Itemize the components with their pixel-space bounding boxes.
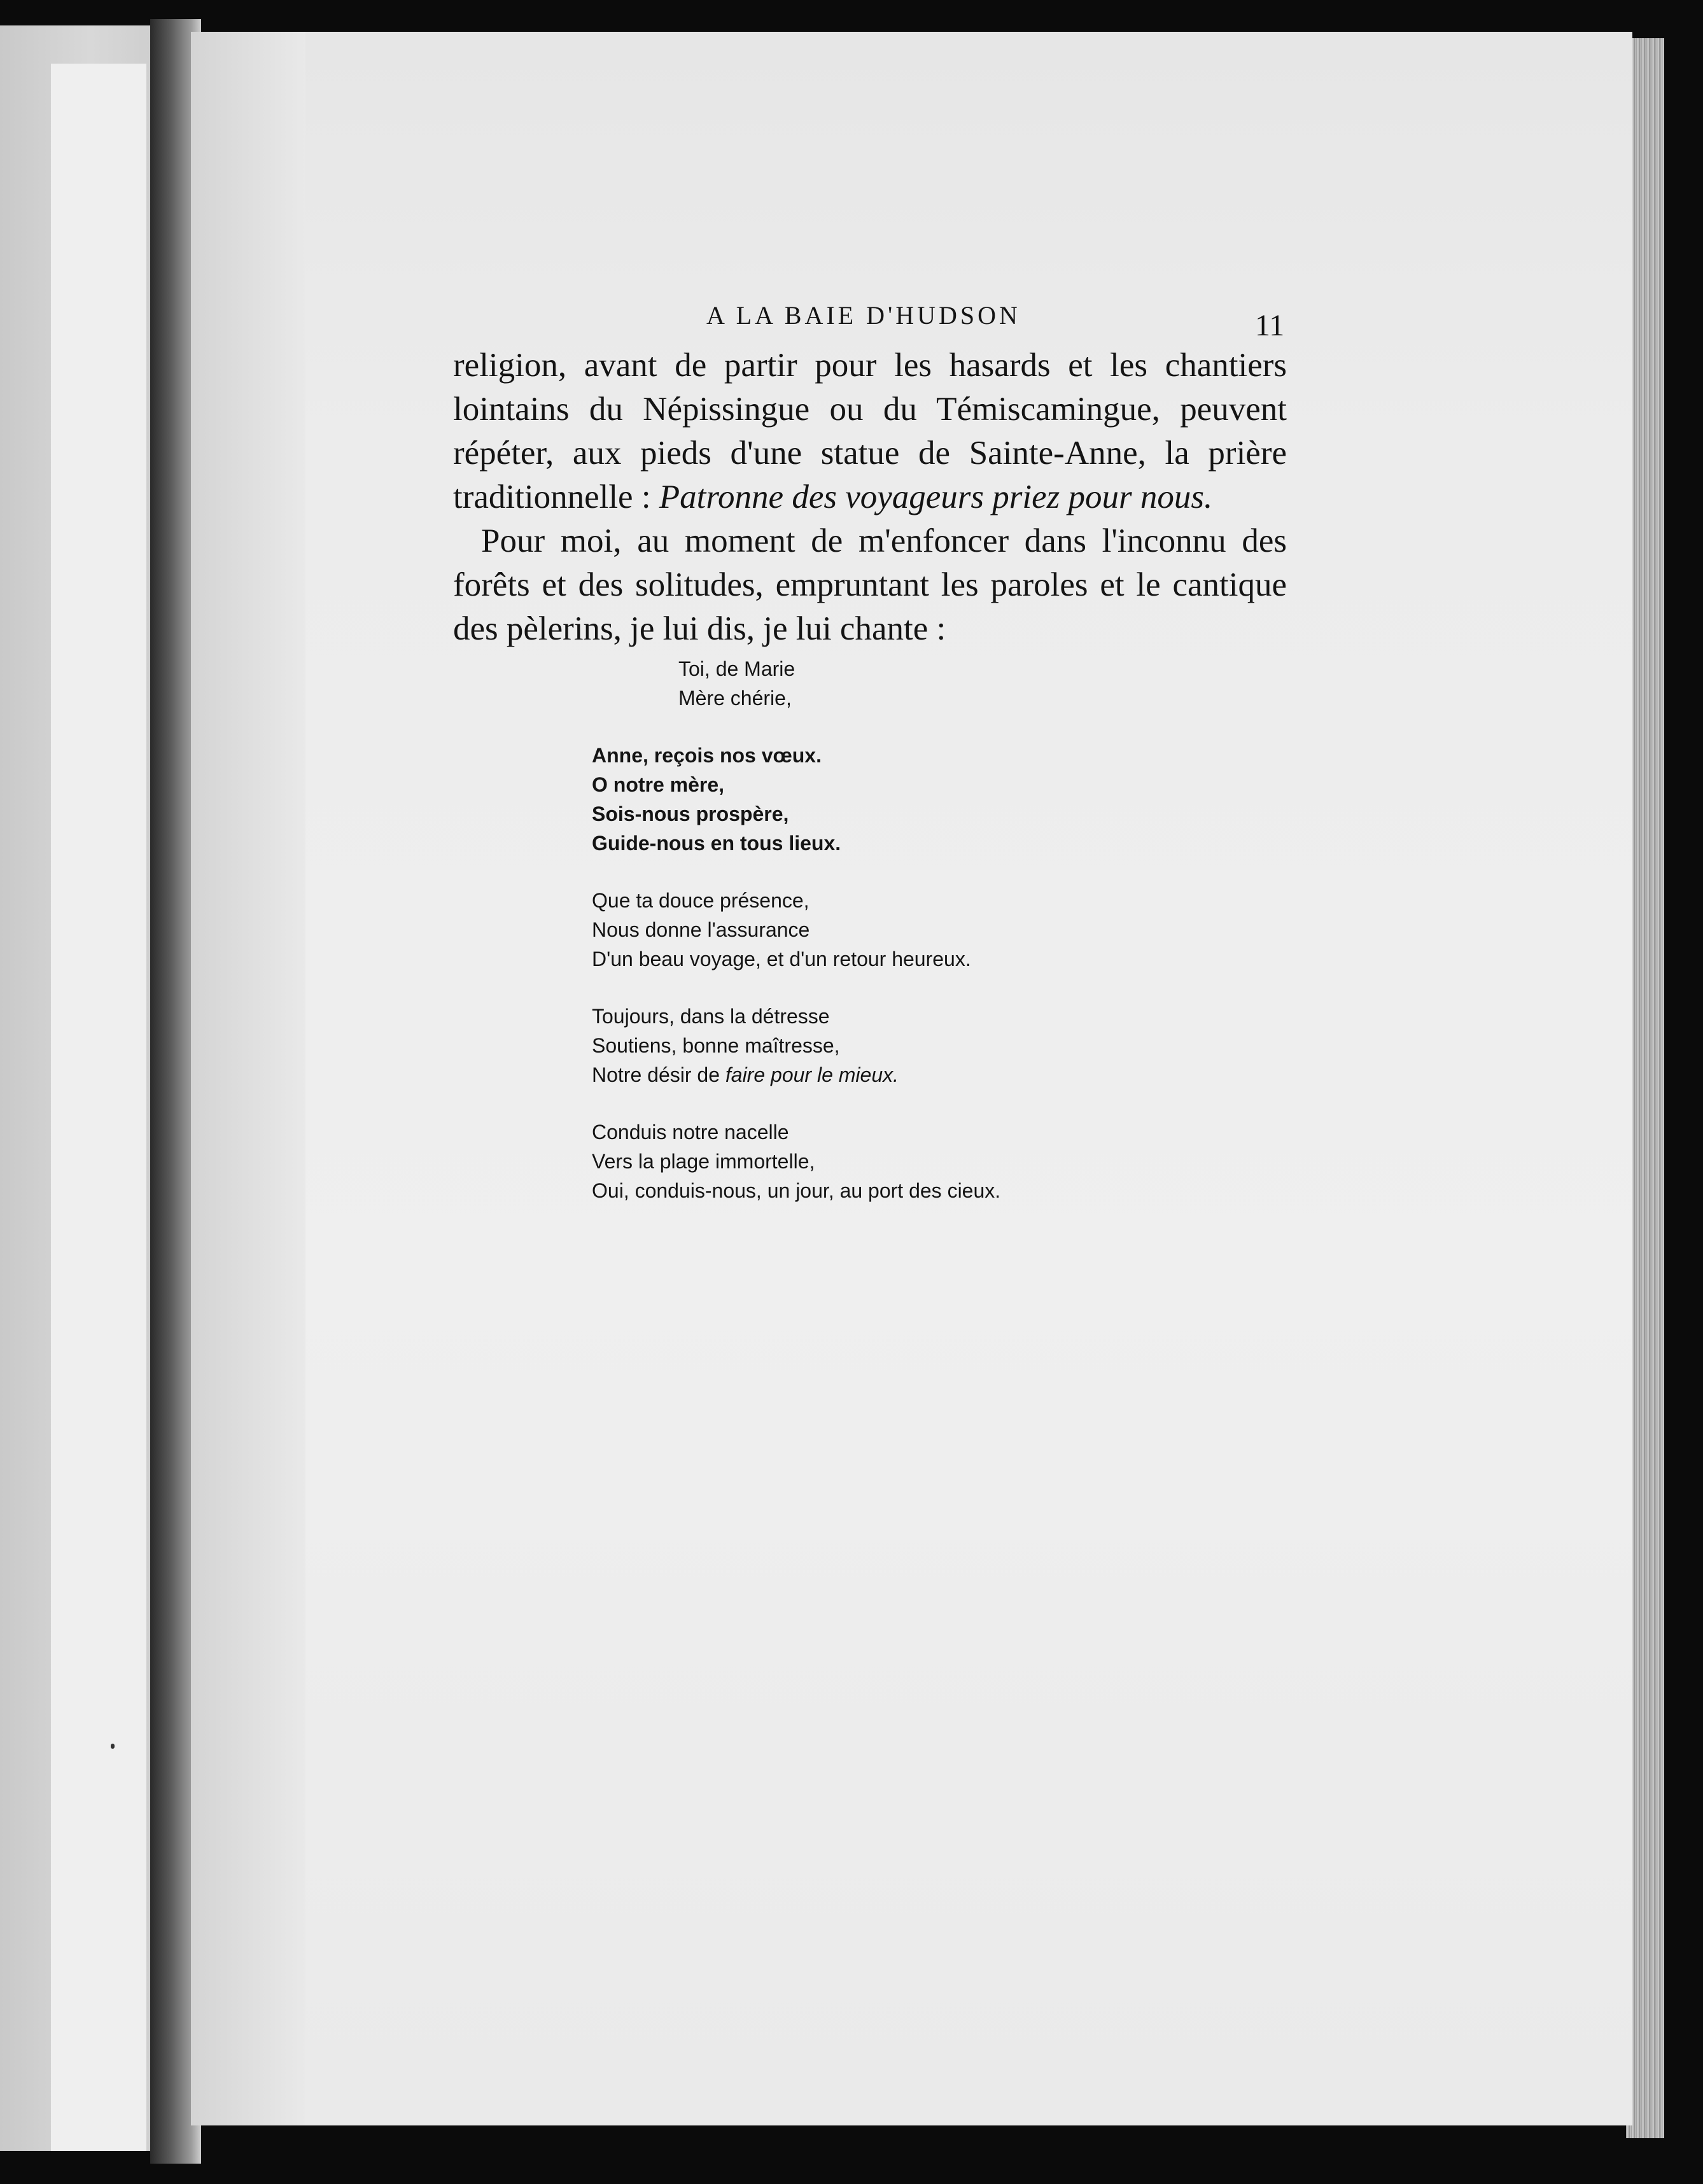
prose-line: Pour moi, au moment de m'enfoncer dans l'inconnu des bbox=[481, 522, 1287, 559]
hymn bbox=[592, 654, 1000, 1233]
hymn-line: Que ta douce présence, bbox=[592, 889, 809, 912]
hymn-line: Toi, de Marie bbox=[678, 657, 795, 680]
prose-line: forêts et des solitudes, empruntant les paroles et le cantique bbox=[453, 566, 1287, 603]
hymn-text-italic: faire pour le mieux. bbox=[725, 1063, 899, 1086]
inner-margin-shadow bbox=[191, 32, 305, 2125]
left-facing-page bbox=[0, 25, 150, 2151]
left-page-margin bbox=[51, 64, 146, 2151]
hymn-line: Nous donne l'assurance bbox=[592, 918, 810, 941]
hymn-stanza bbox=[592, 1002, 1000, 1089]
hymn-line: Anne, reçois nos vœux. bbox=[592, 744, 822, 767]
prose-text bbox=[453, 344, 1287, 651]
hymn-line: Soutiens, bonne maîtresse, bbox=[592, 1034, 840, 1057]
prose-line: religion, avant de partir pour les hasards et les chantiers bbox=[453, 347, 1287, 384]
hymn-stanza bbox=[592, 654, 1000, 713]
hymn-line: Oui, conduis-nous, un jour, au port des cieux. bbox=[592, 1179, 1001, 1202]
hymn-line: Conduis notre nacelle bbox=[592, 1121, 789, 1144]
ink-speck bbox=[111, 1744, 115, 1749]
hymn-text-plain: Notre désir de bbox=[592, 1063, 725, 1086]
prose-line: répéter, aux pieds d'une statue de Sainte-Anne, la prière bbox=[453, 435, 1287, 472]
running-head: A LA BAIE D'HUDSON bbox=[706, 301, 1021, 330]
prose-line: lointains du Népissingue ou du Témiscamingue, peuvent bbox=[453, 391, 1287, 428]
prose-line bbox=[453, 475, 1287, 519]
page-number: 11 bbox=[1255, 309, 1285, 342]
prose-line: des pèlerins, je lui dis, je lui chante : bbox=[453, 610, 946, 647]
hymn-line: Sois-nous prospère, bbox=[592, 802, 789, 825]
hymn-line: O notre mère, bbox=[592, 773, 725, 796]
prose-text-plain: traditionnelle : bbox=[453, 479, 659, 515]
hymn-line: Mère chérie, bbox=[678, 687, 792, 710]
hymn-stanza bbox=[592, 886, 1000, 974]
hymn-stanza bbox=[592, 1117, 1000, 1205]
hymn-line bbox=[592, 1060, 1000, 1089]
hymn-line: Guide-nous en tous lieux. bbox=[592, 832, 841, 855]
hymn-stanza bbox=[592, 741, 1000, 858]
hymn-line: Vers la plage immortelle, bbox=[592, 1150, 815, 1173]
hymn-line: Toujours, dans la détresse bbox=[592, 1005, 830, 1028]
hymn-line: D'un beau voyage, et d'un retour heureux. bbox=[592, 948, 971, 970]
prayer-italic: Patronne des voyageurs priez pour nous. bbox=[659, 479, 1213, 515]
